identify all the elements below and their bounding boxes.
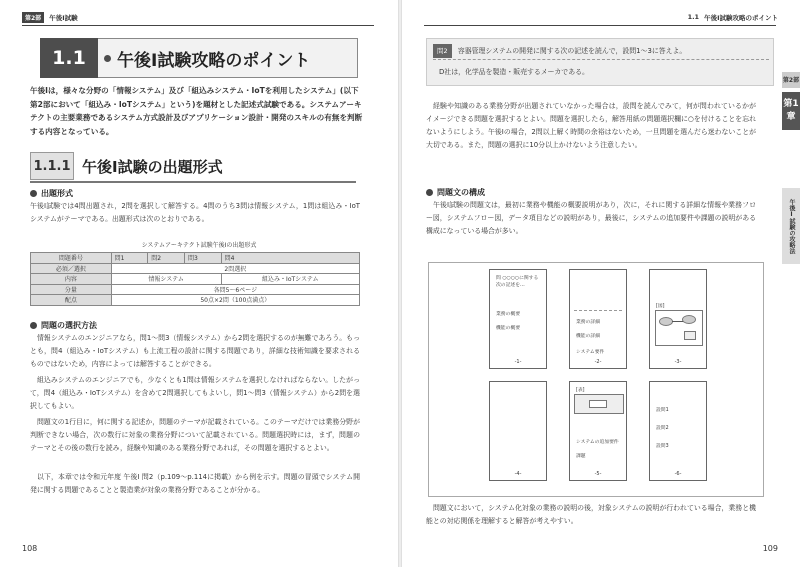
subsection-rule xyxy=(30,181,356,183)
side-tab-part: 第2部 xyxy=(782,72,800,88)
heading-format-text: 出題形式 xyxy=(41,189,73,198)
mini-page-2: 業務の詳細 機能の詳細 システム要件 -2- xyxy=(569,269,627,369)
question-excerpt xyxy=(426,38,774,86)
mini-diagram xyxy=(655,310,703,346)
subsection-heading xyxy=(30,152,356,180)
table-row: 内容 情報システム 組込み・IoTシステム xyxy=(31,274,360,285)
bullet-icon xyxy=(426,189,433,196)
side-tab-chapter: 第1章 xyxy=(782,92,800,130)
heading-format xyxy=(30,188,73,199)
right-page xyxy=(402,0,800,567)
mini-page-1: 問 ○○○○に関する次の記述を… 業務の概要 機能の概要 -1- xyxy=(489,269,547,369)
table-row: 問題番号 問1 問2 問3 問4 xyxy=(31,253,360,264)
heading-structure xyxy=(426,187,485,198)
question-second-line: D社は，化学品を製造・販売するメーカである。 xyxy=(439,68,589,76)
closing-paragraph: 問題文において，システム化対象の業務の説明の後，対象システムの説明が行われている場合，業務と機能との対応関係を理解すると解答が考えやすい。 xyxy=(426,504,756,525)
left-page xyxy=(0,0,398,567)
page-number: 109 xyxy=(762,544,778,553)
question-first-line-text: 容器管理システムの開発に関する次の記述を読んで，設問1～3に答えよ。 xyxy=(457,47,687,55)
running-head xyxy=(22,10,78,24)
select-paragraph-4: 以下，本章では令和元年度 午後Ⅰ 問2（p.109～p.114に掲載）から例を示す。問題の冒頭でシステム開発に関する問題であることと製造業が対象の業務分野であることが分かる。 xyxy=(30,473,360,494)
select-paragraph-1: 情報システムのエンジニアなら，問1～問3（情報システム）から2問を選択するのが無難であろう。もっとも，問4（組込み・IoTシステム）も上流工程の設計に関する問題であり，詳細な技術知識を要求されるものではないため，内容によっては解答することができる。 xyxy=(30,334,360,368)
table-row: 必須／選択 2問選択 xyxy=(31,263,360,274)
mini-page-4: -4- xyxy=(489,381,547,481)
bullet-icon xyxy=(30,190,37,197)
part-label: 第2部 xyxy=(22,12,44,23)
mini-table xyxy=(574,394,624,414)
question-tag: 問2 xyxy=(433,44,452,58)
section-heading xyxy=(40,38,358,78)
heading-select xyxy=(30,320,97,331)
mini-page-3: [図] -3- xyxy=(649,269,707,369)
header-rule xyxy=(424,25,776,26)
table-caption: システムアーキテクト試験午後Ⅰの出題形式 xyxy=(141,242,257,249)
header-rule xyxy=(22,25,374,26)
heading-structure-text: 問題文の構成 xyxy=(437,188,485,197)
subsection-number: 1.1.1 xyxy=(30,152,74,180)
heading-select-text: 問題の選択方法 xyxy=(41,321,97,330)
table-row: 配点 50点×2問（100点満点） xyxy=(31,295,360,306)
mini-page-5: [表] システムの追加要件 課題 -5- xyxy=(569,381,627,481)
running-head-number: 1.1 xyxy=(687,13,700,21)
question-first-line xyxy=(433,44,686,58)
page-number: 108 xyxy=(22,544,38,553)
side-tab-topic: 午後Ⅰ試験の攻略法 xyxy=(782,188,800,264)
section-title: 午後Ⅰ試験攻略のポイント xyxy=(117,50,311,71)
select-paragraph-2: 組込みシステムのエンジニアでも，少なくとも1問は情報システムを選択しなければならない。したがって，問4（組込み・IoTシステム）を含めて2問選択してもよいし，問1～問3（情報システム）から2問を選択してもよい。 xyxy=(30,376,360,410)
intro-paragraph: 午後Ⅰは，様々な分野の「情報システム」及び「組込みシステム・IoTを利用したシステム」(以下第2部において「組込み・IoTシステム」という)を題材とした記述式試験である。システムアーキテクトの主要業務であるシステム方式設計及びアプリケーション設計・開発のスキルの有無を判断する内容となっている。 xyxy=(30,86,363,136)
table-row: 分量 各問5～6ページ xyxy=(31,284,360,295)
running-head xyxy=(688,10,778,24)
structure-paragraph: 午後Ⅰ試験の問題文は，最初に業務や機能の概要説明があり，次に，それに関する詳細な情報や業務フロー図，システムフロー図，データ項目などの説明があり，最後に，システムの追加要件や課題の説明がある構成になっている場合が多い。 xyxy=(426,201,756,235)
section-number: 1.1 xyxy=(40,38,98,78)
mini-page-6: 設問1 設問2 設問3 -6- xyxy=(649,381,707,481)
running-head-title: 午後Ⅰ試験攻略のポイント xyxy=(704,13,778,22)
heading-dot-icon xyxy=(104,55,111,62)
exam-format-table xyxy=(30,252,360,306)
subsection-title: 午後Ⅰ試験の出題形式 xyxy=(82,157,223,176)
selection-tips-paragraph: 経験や知識のある業務分野が出題されていなかった場合は，設問を読んでみて，何が問われているかがイメージできる問題を選択するとよい。問題を選択したら，解答用紙の問題選択欄に○を付けることを忘れないようにしよう。午後Ⅰの場合，2問以上解く時間の余裕はないため，一旦問題を選んだら迷わないことが大切である。また，問題の選択に10分以上かけないよう注意したい。 xyxy=(426,102,756,149)
dashed-divider xyxy=(433,59,769,60)
question-structure-figure xyxy=(428,262,764,497)
running-head-title: 午後Ⅰ試験 xyxy=(49,13,78,22)
select-paragraph-3: 問題文の1行目に，何に関する記述か，問題のテーマが記載されている。このテーマだけでは業務分野が判断できない場合，次の数行に対象の業務分野について記載されている。問題選択時には，まず，問題のテーマとその後の数行を読み，経験や知識のある業務分野であれば，その問題を選択するとよい。 xyxy=(30,418,360,452)
format-paragraph: 午後Ⅰ試験では4問出題され，2問を選択して解答する。4問のうち3問は情報システム，1問は組込み・IoTシステムがテーマである。出題形式は次のとおりである。 xyxy=(30,202,360,223)
bullet-icon xyxy=(30,322,37,329)
